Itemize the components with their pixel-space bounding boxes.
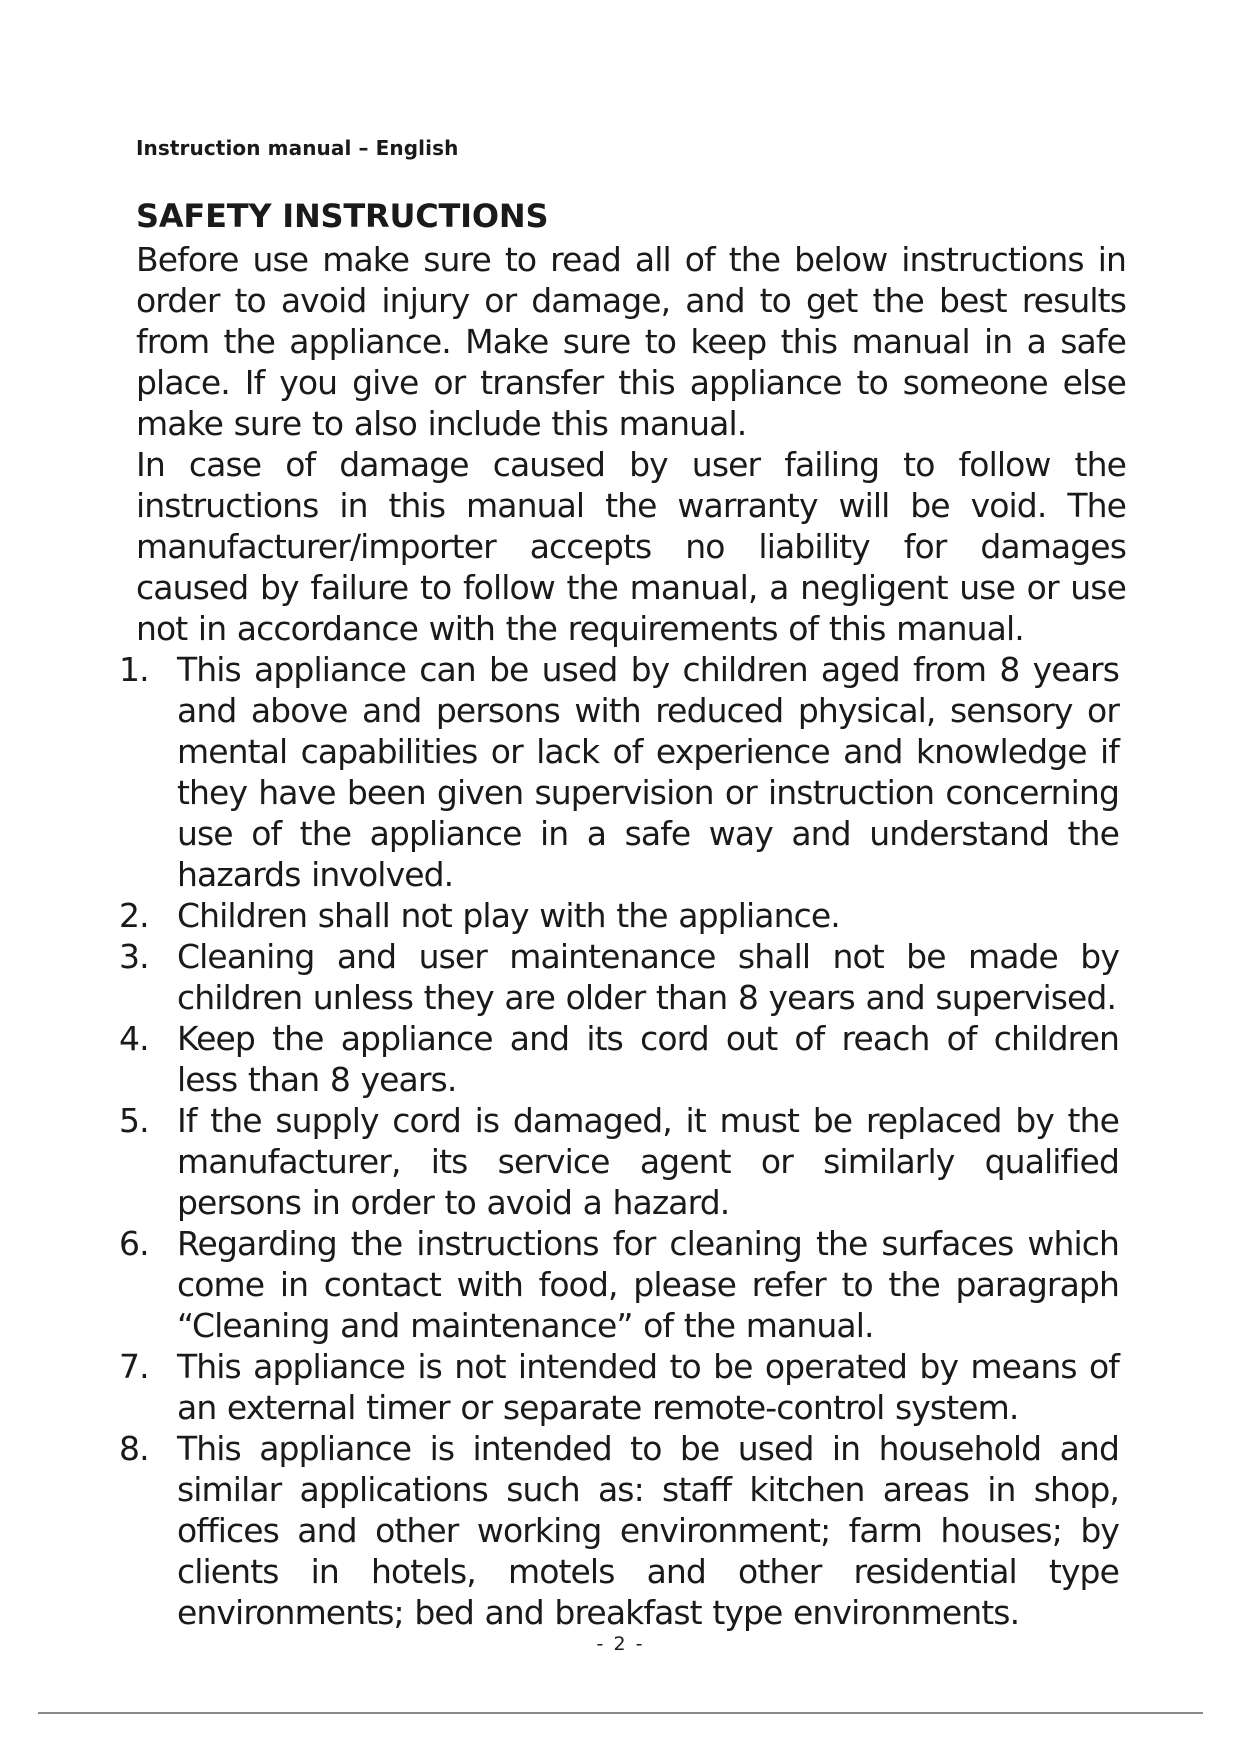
list-item-number: 4. [119,1019,149,1058]
list-item-number: 1. [119,650,149,689]
safety-instructions-list [119,649,1119,1633]
list-item [119,1223,1119,1346]
list-item-text: If the supply cord is damaged, it must be replaced by the manufacturer, its service agent or similarly qualified persons in order to avoid a hazard. [177,1101,1119,1222]
list-item [119,1018,1119,1100]
list-item [119,1100,1119,1223]
list-item [119,649,1119,895]
list-item [119,1428,1119,1633]
warranty-paragraph: In case of damage caused by user failing to follow the instructions in this manual the warranty will be void. The manufacturer/importer accepts no liability for damages caused by failure to follow the manual, a negligent use or use not in accordance with the requirements of this manual. [136,445,1126,648]
list-item-number: 7. [119,1347,149,1386]
list-item [119,1346,1119,1428]
list-item-text: This appliance is intended to be used in household and similar applications such as: staff kitchen areas in shop, offices and other working environment; farm houses; by clients in hotels, motels and other residential type environments; bed and breakfast type environments. [177,1429,1119,1632]
list-item [119,895,1119,936]
footer-divider [38,1712,1203,1714]
list-item-text: This appliance can be used by children aged from 8 years and above and persons with reduced physical, sensory or mental capabilities or lack of experience and knowledge if they have been given supervision or instruction concerning use of the appliance in a safe way and understand the hazards involved. [177,650,1119,894]
list-item-text: Children shall not play with the appliance. [177,896,840,935]
list-item-text: Cleaning and user maintenance shall not be made by children unless they are older than 8 years and supervised. [177,937,1119,1017]
list-item-text: Keep the appliance and its cord out of reach of children less than 8 years. [177,1019,1119,1099]
intro-paragraph: Before use make sure to read all of the below instructions in order to avoid injury or damage, and to get the best results from the appliance. Make sure to keep this manual in a safe place. If you give or transfer this appliance to someone else make sure to also include this manual. [136,240,1126,443]
page-number: - 2 - [596,1633,645,1655]
safety-section [119,196,1126,1633]
list-item-number: 6. [119,1224,149,1263]
section-title: SAFETY INSTRUCTIONS [136,197,549,235]
manual-header-label: Instruction manual – English [136,136,459,160]
list-item-number: 2. [119,896,149,935]
list-item-number: 3. [119,937,149,976]
list-item-text: Regarding the instructions for cleaning the surfaces which come in contact with food, please refer to the paragraph “Cleaning and maintenance” of the manual. [177,1224,1119,1345]
list-item-number: 5. [119,1101,149,1140]
list-item [119,936,1119,1018]
list-item-text: This appliance is not intended to be operated by means of an external timer or separate remote-control system. [177,1347,1119,1427]
list-item-number: 8. [119,1429,149,1468]
